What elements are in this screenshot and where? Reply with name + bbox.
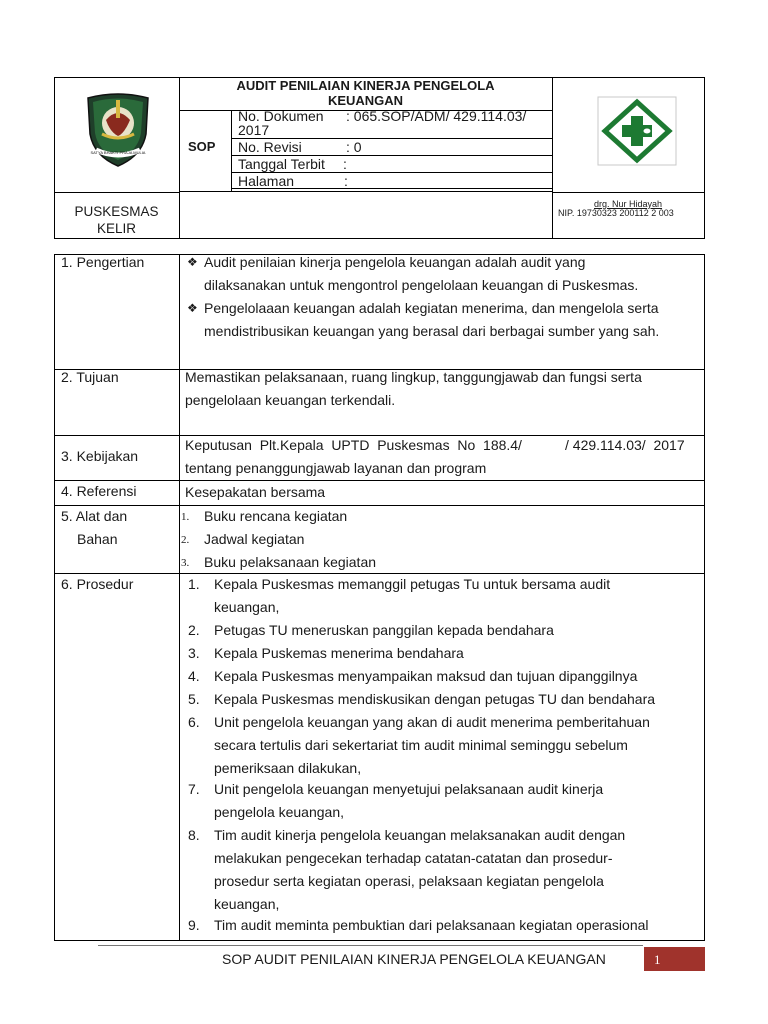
prosedur-line: pengelola keuangan, — [214, 804, 345, 820]
footer-title: SOP AUDIT PENILAIAN KINERJA PENGELOLA KEUANGAN — [222, 951, 606, 967]
alat-item: Buku rencana kegiatan — [204, 508, 348, 524]
document-title: AUDIT PENILAIAN KINERJA PENGELOLA — [236, 78, 495, 93]
prosedur-line: Tim audit meminta pembuktian dari pelaksanaan kegiatan operasional — [214, 917, 649, 933]
prosedur-number: 1. — [188, 576, 200, 592]
diamond-bullet-icon: ❖ — [187, 301, 198, 315]
section-pengertian-label: 1. Pengertian — [61, 254, 145, 270]
section-alat-label-line2: Bahan — [77, 531, 118, 547]
signer-name: drg. Nur Hidayah — [594, 199, 663, 209]
prosedur-number: 2. — [188, 622, 200, 638]
alat-item-number: 3. — [181, 557, 190, 569]
prosedur-number: 4. — [188, 668, 200, 684]
prosedur-number: 7. — [188, 781, 200, 797]
tujuan-line: pengelolaan keuangan terkendali. — [185, 392, 396, 408]
alat-item-number: 1. — [181, 511, 190, 523]
revision-label: No. Revisi — [238, 139, 302, 155]
prosedur-line: Kepala Puskemas menerima bendahara — [214, 645, 464, 661]
prosedur-number: 9. — [188, 917, 200, 933]
prosedur-line: Tim audit kinerja pengelola keuangan melaksanakan audit dengan — [214, 827, 626, 843]
pengertian-line: Audit penilaian kinerja pengelola keuangan adalah audit yang — [204, 254, 586, 270]
pengertian-line: Pengelolaaan keuangan adalah kegiatan menerima, dan mengelola serta — [204, 300, 659, 316]
prosedur-line: keuangan, — [214, 599, 280, 615]
logo-motto: SATYA BHAKTI PRAJA MULIA — [90, 150, 146, 155]
alat-item-number: 2. — [181, 534, 190, 546]
regency-logo — [84, 90, 152, 168]
org-name: PUSKESMAS — [74, 204, 159, 219]
doc-number-label: No. Dokumen — [238, 108, 324, 124]
org-location: KELIR — [96, 221, 137, 236]
prosedur-line: melakukan pengecekan terhadap catatan-catatan dan prosedur- — [214, 850, 613, 866]
referensi-text: Kesepakatan bersama — [185, 484, 326, 500]
page-number: 1 — [654, 952, 661, 967]
sop-label: SOP — [188, 139, 216, 154]
section-kebijakan-label: 3. Kebijakan — [61, 448, 139, 464]
pengertian-line: dilaksanakan untuk mengontrol pengelolaan keuangan di Puskesmas. — [204, 277, 639, 293]
page-value: : — [344, 173, 348, 189]
prosedur-number: 8. — [188, 827, 200, 843]
diamond-bullet-icon: ❖ — [187, 255, 198, 269]
footer-rule — [98, 945, 643, 946]
section-prosedur-label: 6. Prosedur — [61, 576, 134, 592]
section-tujuan-label: 2. Tujuan — [61, 369, 119, 385]
tujuan-line: Memastikan pelaksanaan, ruang lingkup, tanggungjawab dan fungsi serta — [185, 369, 642, 385]
kebijakan-line2: tentang penanggungjawab layanan dan program — [185, 460, 487, 476]
section-alat-label: 5. Alat dan — [61, 508, 128, 524]
doc-number-value-line2: 2017 — [238, 122, 270, 138]
prosedur-line: Petugas TU meneruskan panggilan kepada bendahara — [214, 622, 554, 638]
prosedur-line: Unit pengelola keuangan yang akan di audit menerima pemberitahuan — [214, 714, 650, 730]
prosedur-line: Kepala Puskesmas mendiskusikan dengan petugas TU dan bendahara — [214, 691, 656, 707]
prosedur-number: 5. — [188, 691, 200, 707]
prosedur-number: 3. — [188, 645, 200, 661]
page-label: Halaman — [238, 173, 295, 189]
revision-value: : 0 — [346, 139, 362, 155]
issue-date-value: : — [343, 156, 347, 172]
section-referensi-label: 4. Referensi — [61, 483, 137, 499]
pengertian-line: mendistribusikan keuangan yang berasal dari berbagai sumber yang sah. — [204, 323, 660, 339]
prosedur-line: pemeriksaan dilakukan, — [214, 760, 362, 776]
kebijakan-line1-b: / 429.114.03/ 2017 — [565, 437, 685, 453]
issue-date-label: Tanggal Terbit — [238, 156, 325, 172]
document-title-line2: KEUANGAN — [327, 93, 404, 108]
prosedur-line: Kepala Puskesmas memanggil petugas Tu untuk bersama audit — [214, 576, 611, 592]
alat-item: Jadwal kegiatan — [204, 531, 305, 547]
prosedur-line: Kepala Puskesmas menyampaikan maksud dan tujuan dipanggilnya — [214, 668, 638, 684]
prosedur-number: 6. — [188, 714, 200, 730]
doc-number-value: : 065.SOP/ADM/ 429.114.03/ — [346, 108, 527, 124]
prosedur-line: prosedur serta kegiatan operasi, pelaksaan kegiatan pengelola — [214, 873, 604, 889]
signer-nip: NIP. 19730323 200112 2 003 — [558, 208, 674, 218]
prosedur-line: Unit pengelola keuangan menyetujui pelaksanaan audit kinerja — [214, 781, 604, 797]
prosedur-line: keuangan, — [214, 896, 280, 912]
kebijakan-line1-a: Keputusan Plt.Kepala UPTD Puskesmas No 188.4/ — [185, 437, 522, 453]
prosedur-line: secara tertulis dari sekertariat tim audit minimal seminggu sebelum — [214, 737, 628, 753]
puskesmas-logo — [597, 96, 677, 166]
alat-item: Buku pelaksanaan kegiatan — [204, 554, 377, 570]
